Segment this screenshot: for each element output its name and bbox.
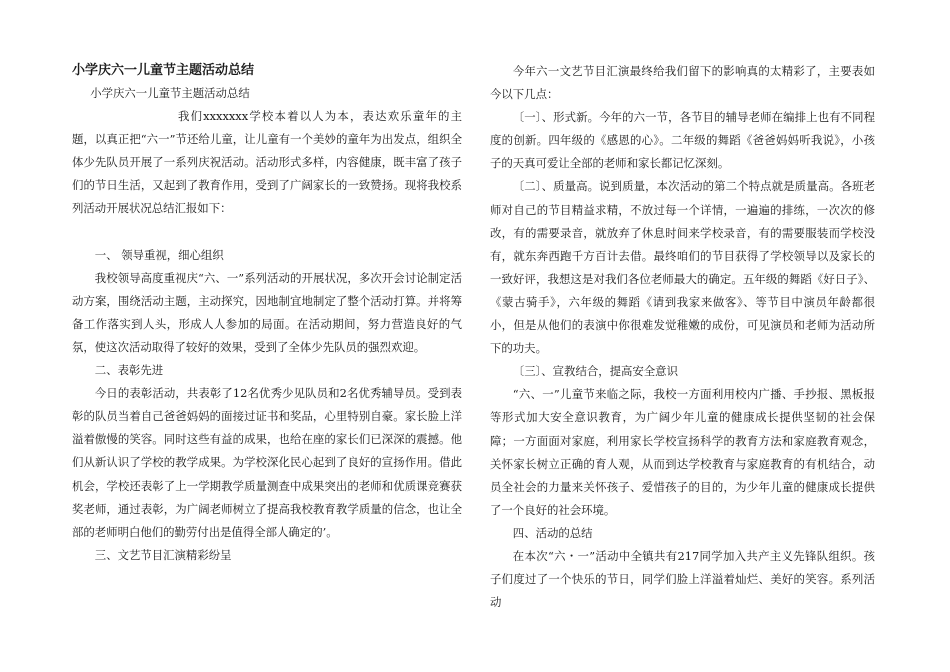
section-3-intro-paragraph: 今年六一文艺节目汇演最终给我们留下的影响真的太精彩了，主要表如今以下几点： <box>490 64 875 102</box>
section-paragraph-4: 在本次“六・一”活动中全镇共有217同学加入共产主义先锋队组织。孩子们度过了一个快乐的节日，同学们脸上洋溢着灿烂、美好的笑容。系列活动 <box>490 548 875 610</box>
list-item-1: 〔一〕、形式新。今年的六一节，各节目的辅导老师在编排上也有不同程度的创新。四年级的《感恩的心》。二年级的舞蹈《爸爸妈妈听我说》，小孩子的天真可爱让全部的老师和家长都记忆深刻。 <box>490 110 875 171</box>
section-heading-4: 四、活动的总结 <box>512 525 593 540</box>
section-heading-3: 三、文艺节目汇演精彩纷呈 <box>94 547 232 562</box>
section-heading-1: 一、 领导重视，细心组织 <box>94 247 224 262</box>
section-paragraph-2: 今日的表彰活动，共表彰了12名优秀少见队员和2名优秀辅导员。受到表彰的队员当着自己爸爸妈妈的面接过证书和奖品，心里特别自豪。家长脸上洋溢着傲慢的笑容。同时这些有益的成果，也给在座的家长们已深深的震撼。他们从新认识了学校的教学成果。为学校深化民心起到了良好的宣扬作用。借此机会，学校还表彰了上一学期教学质量测查中成果突出的老师和优质课竞赛获奖老师，通过表彰，为广阔老师树立了提高我校教育教学质量的信念，也让全部的老师明白他们的勤劳付出是值得全部人确定的’。 <box>72 386 462 539</box>
right-column <box>490 60 875 614</box>
section-paragraph-1: 我校领导高度重视庆“六、一”系列活动的开展状况，多次开会讨论制定活动方案，围绕活动主题，主动探究，因地制宜地制定了整个活动打算。并将筹备工作落实到人头，形成人人参加的局面。在活动期间，努力营造良好的气氛，使这次活动取得了较好的效果，受到了全体少先队员的强烈欢迎。 <box>72 270 462 354</box>
left-column <box>72 60 462 567</box>
list-item-2: 〔二〕、质量高。说到质量，本次活动的第二个特点就是质量高。各班老师对自己的节目精益求精，不放过每一个详情，一遍遍的排练，一次次的修改，有的需要录音，就放弃了休息时间来学校录音，有的需要服装而学校没有，就东奔西跑千方百计去借。最终咱们的节目获得了学校领导以及家长的一致好评，我想这是对我们各位老师最大的确定。五年级的舞蹈《好日子》、《蒙古骑手》，六年级的舞蹈《请到我家来做客》、等节目中演员年龄都很小，但是从他们的表演中你很难发觉稚嫩的成份，可见演员和老师为活动所下的功夫。 <box>490 179 875 356</box>
document-title: 小学庆六一儿童节主题活动总结 <box>72 63 255 78</box>
section-heading-2: 二、表彰先进 <box>94 363 164 378</box>
list-item-3-heading: 〔三〕、宣教结合，提高安全意识 <box>512 364 678 379</box>
list-item-3-paragraph: “六、一”儿童节来临之际，我校一方面利用校内广播、手抄报、黑板报等形式加大安全意识教育，为广阔少年儿童的健康成长提供坚韧的社会保障；一方面面对家庭，利用家长学校宣扬科学的教育方法和家庭教育观念，关怀家长树立正确的育人观，从而到达学校教育与家庭教育的有机结合，动员全社会的力量来关怀孩子、爱惜孩子的目的，为少年儿童的健康成长提供了一个良好的社会环境。 <box>490 387 875 517</box>
intro-paragraph: 我们xxxxxxx学校本着以人为本，表达欢乐童年的主题，以真正把“六一”节还给儿童，让儿童有一个美妙的童年为出发点，组织全体少先队员开展了一系列庆祝活动。活动形式多样，内容健康，既丰富了孩子们的节日生活，又起到了教育作用，受到了广阔家长的一致赞扬。现将我校系列活动开展状况总结汇报如下： <box>72 109 462 216</box>
blank-line <box>72 221 462 244</box>
document-subtitle: 小学庆六一儿童节主题活动总结 <box>90 86 250 100</box>
